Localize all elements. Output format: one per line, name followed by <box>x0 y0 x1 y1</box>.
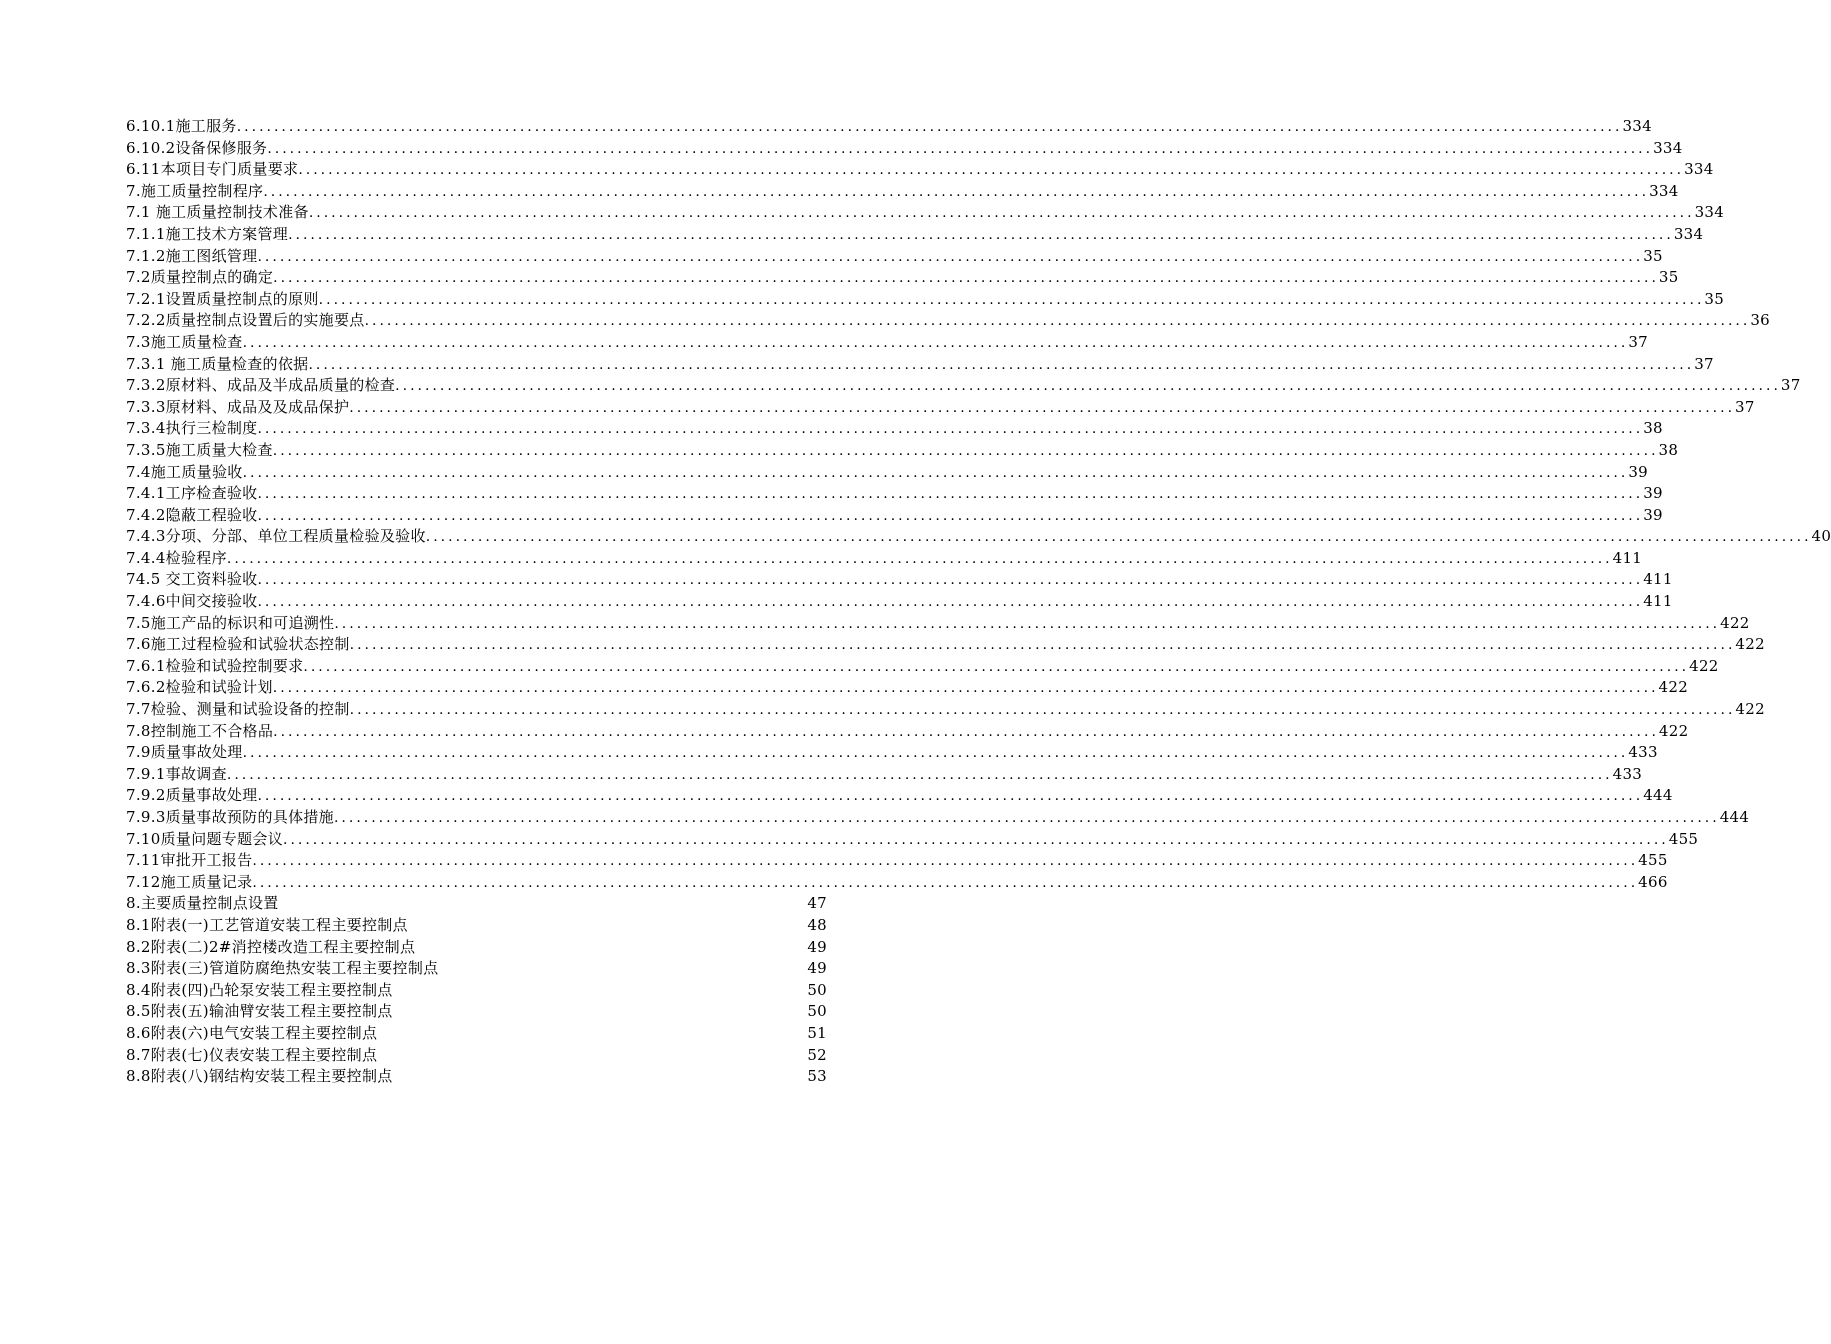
toc-entry-title: 8.6附表(六)电气安装工程主要控制点 <box>126 1023 378 1042</box>
toc-entry-title: 7.3.5施工质量大检查 <box>126 440 273 459</box>
toc-entry-title: 7.4.3分项、分部、单位工程质量检验及验收 <box>126 527 426 546</box>
toc-entry-page: 39 <box>1628 462 1648 481</box>
toc-entry-title: 8.1附表(一)工艺管道安装工程主要控制点 <box>126 915 408 934</box>
toc-entry-page: 422 <box>1720 613 1750 632</box>
toc-entry-title: 7.4施工质量验收 <box>126 462 243 481</box>
toc-entry[interactable] <box>126 850 1668 872</box>
toc-entry[interactable] <box>126 310 1771 332</box>
toc-entry[interactable] <box>126 159 1714 181</box>
toc-entry-page: 433 <box>1628 743 1658 762</box>
toc-dot-leader <box>267 139 1653 161</box>
toc-entry-title: 7.1.1施工技术方案管理 <box>126 224 289 243</box>
toc-entry-title: 8.8附表(八)钢结构安装工程主要控制点 <box>126 1067 393 1086</box>
toc-entry-title: 7.4.6中间交接验收 <box>126 592 258 611</box>
toc-dot-leader <box>426 527 1812 549</box>
toc-entry-page: 38 <box>1658 440 1679 459</box>
toc-entry-title: 7.3.1 施工质量检查的依据 <box>126 354 309 373</box>
toc-entry[interactable] <box>126 569 1673 591</box>
toc-entry[interactable] <box>126 354 1714 376</box>
toc-entry[interactable] <box>126 224 1704 246</box>
toc-entry-title: 8.5附表(五)输油臂安装工程主要控制点 <box>126 1002 393 1021</box>
toc-entry-title: 7.9.2质量事故处理 <box>126 786 258 805</box>
toc-dot-leader <box>273 678 1659 700</box>
toc-entry-page: 37 <box>1780 376 1801 395</box>
toc-entry-title: 7.10质量问题专题会议 <box>126 829 283 848</box>
toc-entry-page: 50 <box>807 980 827 999</box>
toc-entry[interactable] <box>126 332 1648 354</box>
toc-entry-page: 49 <box>807 959 827 978</box>
toc-entry[interactable] <box>126 181 1679 203</box>
toc-entry[interactable] <box>126 548 1643 570</box>
toc-entry[interactable] <box>126 483 1663 505</box>
toc-entry[interactable] <box>126 764 1643 786</box>
toc-entry-title: 7.11审批开工报告 <box>126 851 253 870</box>
toc-entry[interactable] <box>126 289 1725 311</box>
toc-dot-leader <box>257 592 1643 614</box>
toc-entry[interactable] <box>126 375 1801 397</box>
toc-entry-title: 6.10.1施工服务 <box>126 117 237 135</box>
toc-entry-title: 6.11本项目专门质量要求 <box>126 160 299 179</box>
toc-entry[interactable] <box>126 526 1831 548</box>
toc-entry[interactable] <box>126 613 1750 635</box>
toc-entry-page: 455 <box>1638 851 1668 870</box>
toc-entry-page: 37 <box>1628 332 1648 351</box>
toc-entry[interactable] <box>126 267 1679 289</box>
toc-entry[interactable] <box>126 937 829 959</box>
toc-entry-page: 411 <box>1612 548 1643 567</box>
toc-dot-leader <box>252 873 1638 895</box>
toc-entry-page: 49 <box>807 937 827 956</box>
toc-entry[interactable] <box>126 634 1765 656</box>
toc-entry-page: 422 <box>1658 678 1689 697</box>
toc-dot-leader <box>227 549 1613 571</box>
toc-entry-title: 7.4.4检验程序 <box>126 548 227 567</box>
toc-entry-page: 39 <box>1643 505 1663 524</box>
toc-entry-title: 8.4附表(四)凸轮泵安装工程主要控制点 <box>126 980 393 999</box>
toc-entry[interactable] <box>126 116 1652 138</box>
toc-dot-leader <box>257 786 1643 808</box>
toc-entry-page: 334 <box>1694 203 1725 222</box>
toc-entry-title: 7.9.3质量事故预防的具体措施 <box>126 808 334 826</box>
toc-dot-leader <box>273 268 1659 290</box>
toc-entry-page: 444 <box>1719 808 1750 826</box>
toc-dot-leader <box>243 333 1629 355</box>
toc-entry-title: 7.1.2施工图纸管理 <box>126 246 258 265</box>
toc-entry-page: 36 <box>1750 311 1771 330</box>
toc-dot-leader <box>298 160 1684 182</box>
toc-entry-page: 334 <box>1653 138 1683 157</box>
toc-entry-page: 466 <box>1638 872 1668 891</box>
toc-entry[interactable] <box>126 742 1658 764</box>
toc-dot-leader <box>350 635 1736 657</box>
toc-entry-title: 8.7附表(七)仪表安装工程主要控制点 <box>126 1045 378 1064</box>
toc-entry[interactable] <box>126 915 829 937</box>
toc-dot-leader <box>288 225 1674 247</box>
toc-entry-page: 35 <box>1658 268 1679 287</box>
toc-entry-title: 7.5施工产品的标识和可追溯性 <box>126 613 335 632</box>
toc-dot-leader <box>263 182 1649 204</box>
toc-entry[interactable] <box>126 1023 829 1045</box>
toc-entry[interactable] <box>126 138 1683 160</box>
toc-entry-page: 455 <box>1668 829 1699 848</box>
toc-dot-leader <box>334 808 1720 830</box>
toc-entry[interactable] <box>126 1001 829 1023</box>
toc-entry-page: 37 <box>1735 397 1755 416</box>
toc-entry[interactable] <box>126 980 829 1002</box>
toc-dot-leader <box>257 419 1643 441</box>
toc-entry-page: 422 <box>1689 656 1719 675</box>
toc-entry-title: 7.7检验、测量和试验设备的控制 <box>126 700 350 719</box>
toc-entry-title: 7.施工质量控制程序 <box>126 181 264 200</box>
toc-dot-leader <box>283 830 1669 852</box>
toc-entry[interactable] <box>126 893 829 915</box>
toc-entry-title: 7.8控制施工不合格品 <box>126 721 274 740</box>
toc-dot-leader <box>395 376 1781 398</box>
toc-entry-title: 7.2.2质量控制点设置后的实施要点 <box>126 311 365 330</box>
toc-entry[interactable] <box>126 397 1755 419</box>
toc-entry[interactable] <box>126 202 1725 224</box>
toc-entry-page: 444 <box>1643 786 1673 805</box>
toc-dot-leader <box>243 463 1629 485</box>
toc-entry-page: 50 <box>807 1002 827 1021</box>
toc-entry-page: 40 <box>1811 527 1831 546</box>
toc-entry[interactable] <box>126 872 1668 894</box>
toc-entry[interactable] <box>126 462 1648 484</box>
toc-dot-leader <box>308 355 1694 377</box>
toc-dot-leader <box>257 506 1643 528</box>
toc-dot-leader <box>334 614 1720 636</box>
toc-entry-page: 51 <box>807 1023 827 1042</box>
toc-entry[interactable] <box>126 958 829 980</box>
toc-entry[interactable] <box>126 1066 829 1088</box>
toc-entry-title: 8.2附表(二)2#消控楼改造工程主要控制点 <box>126 937 416 956</box>
toc-entry-title: 8.3附表(三)管道防腐绝热安装工程主要控制点 <box>126 959 439 978</box>
toc-entry-title: 7.2.1设置质量控制点的原则 <box>126 289 319 308</box>
toc-entry-page: 433 <box>1612 764 1643 783</box>
toc-entry-title: 74.5 交工资料验收 <box>126 570 258 589</box>
toc-entry-title: 6.10.2设备保修服务 <box>126 138 268 157</box>
toc-dot-leader <box>350 700 1736 722</box>
toc-entry-page: 39 <box>1643 484 1663 503</box>
toc-dot-leader <box>273 722 1659 744</box>
toc-entry-page: 411 <box>1643 570 1673 589</box>
toc-dot-leader <box>319 290 1705 312</box>
toc-entry[interactable] <box>126 1045 829 1067</box>
toc-entry[interactable] <box>126 721 1689 743</box>
toc-entry-page: 48 <box>807 915 827 934</box>
toc-dot-leader <box>252 851 1638 873</box>
toc-entry-title: 8.主要质量控制点设置 <box>126 894 279 913</box>
toc-entry-title: 7.1 施工质量控制技术准备 <box>126 203 309 222</box>
toc-dot-leader <box>257 247 1643 269</box>
toc-dot-leader <box>227 765 1613 787</box>
toc-entry-title: 7.2质量控制点的确定 <box>126 268 274 287</box>
toc-dot-leader <box>349 398 1735 420</box>
toc-entry[interactable] <box>126 440 1679 462</box>
toc-dot-leader <box>237 117 1623 139</box>
toc-entry-title: 7.4.2隐蔽工程验收 <box>126 505 258 524</box>
toc-entry[interactable] <box>126 418 1663 440</box>
table-of-contents <box>126 116 1831 1088</box>
toc-entry[interactable] <box>126 656 1719 678</box>
toc-entry-title: 7.3.2原材料、成品及半成品质量的检查 <box>126 376 396 395</box>
toc-entry-page: 422 <box>1735 635 1765 654</box>
toc-entry[interactable] <box>126 677 1689 699</box>
toc-entry-page: 35 <box>1643 246 1663 265</box>
toc-entry[interactable] <box>126 699 1765 721</box>
toc-entry-title: 7.3.4执行三检制度 <box>126 419 258 438</box>
toc-entry-page: 53 <box>807 1067 827 1086</box>
toc-entry-page: 411 <box>1643 592 1673 611</box>
toc-entry-page: 35 <box>1704 289 1725 308</box>
toc-dot-leader <box>303 657 1689 679</box>
toc-entry-page: 422 <box>1735 700 1765 719</box>
toc-entry-page: 37 <box>1694 354 1714 373</box>
toc-entry[interactable] <box>126 807 1750 829</box>
toc-dot-leader <box>243 743 1629 765</box>
toc-entry-page: 38 <box>1643 419 1663 438</box>
toc-entry[interactable] <box>126 785 1673 807</box>
toc-entry-page: 334 <box>1622 117 1652 135</box>
toc-entry-title: 7.9质量事故处理 <box>126 743 243 762</box>
toc-entry-page: 422 <box>1658 721 1689 740</box>
toc-entry-title: 7.3施工质量检查 <box>126 332 243 351</box>
toc-entry-page: 334 <box>1673 224 1704 243</box>
toc-dot-leader <box>257 484 1643 506</box>
toc-entry[interactable] <box>126 591 1673 613</box>
toc-entry-title: 7.12施工质量记录 <box>126 872 253 891</box>
toc-dot-leader <box>273 441 1659 463</box>
toc-entry-title: 7.6.2检验和试验计划 <box>126 678 273 697</box>
toc-entry-title: 7.3.3原材料、成品及及成品保护 <box>126 397 350 416</box>
toc-entry-page: 47 <box>807 894 827 913</box>
toc-dot-leader <box>309 203 1695 225</box>
toc-entry[interactable] <box>126 505 1663 527</box>
toc-entry-page: 334 <box>1649 181 1679 200</box>
toc-entry-page: 334 <box>1684 160 1714 179</box>
toc-entry-title: 7.6施工过程检验和试验状态控制 <box>126 635 350 654</box>
toc-entry-title: 7.9.1事故调查 <box>126 764 227 783</box>
toc-entry-page: 52 <box>807 1045 827 1064</box>
toc-entry[interactable] <box>126 829 1699 851</box>
toc-dot-leader <box>257 570 1643 592</box>
toc-entry-title: 7.4.1工序检查验收 <box>126 484 258 503</box>
toc-entry-title: 7.6.1检验和试验控制要求 <box>126 656 304 675</box>
toc-entry[interactable] <box>126 246 1663 268</box>
toc-dot-leader <box>365 311 1751 333</box>
